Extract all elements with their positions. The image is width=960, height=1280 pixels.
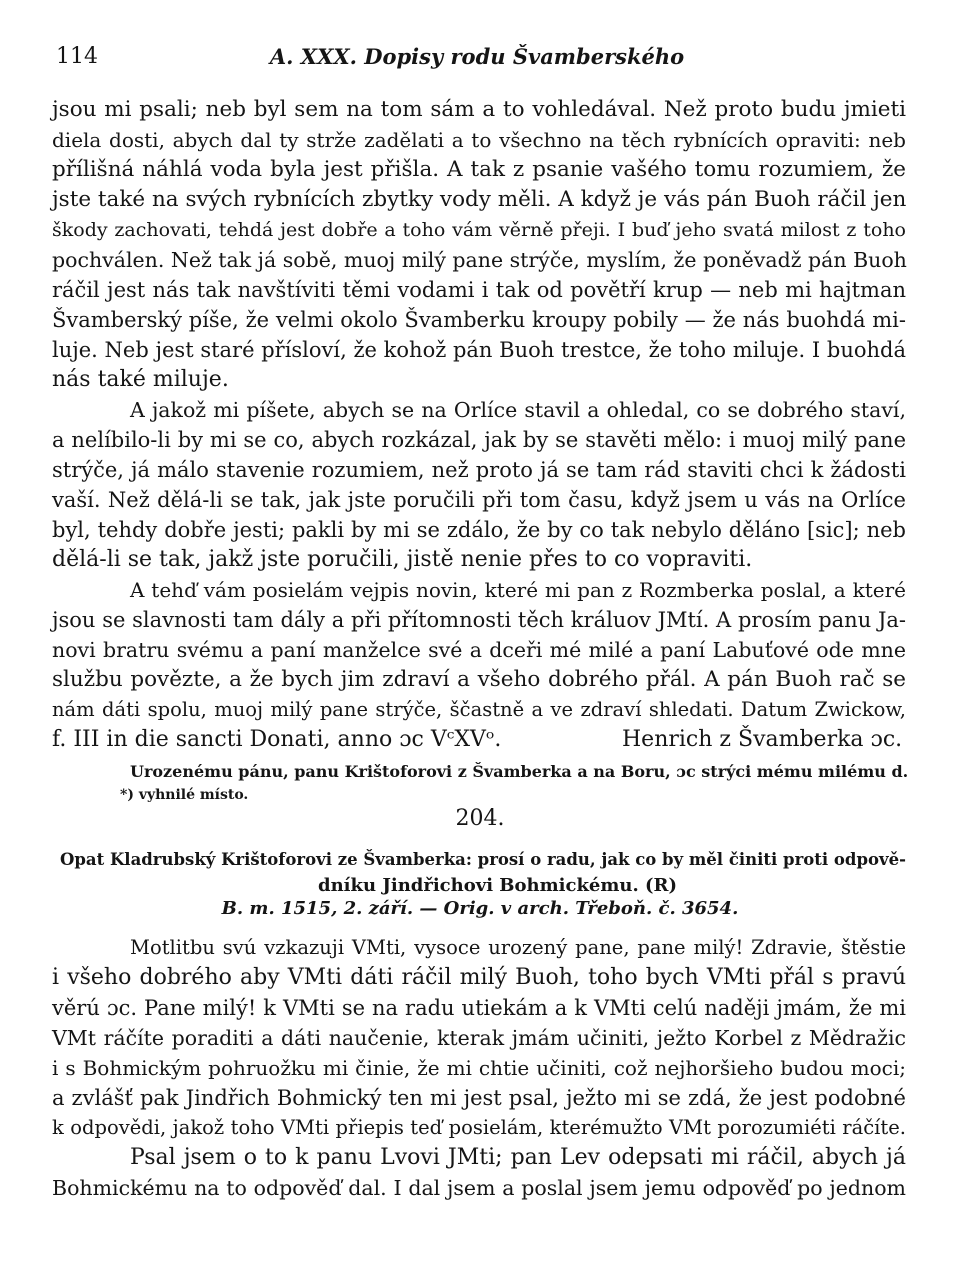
letter1-line-1: jsou mi psali; neb byl sem na tom sám a to vohledával. Než proto budu jmieti: [52, 97, 906, 122]
letter2-line-4: VMt ráčíte poraditi a dáti naučenie, kterak jmám učiniti, ježto Korbel z Mědražic: [52, 1026, 906, 1050]
letter2-line-5: i s Bohmickým pohruožku mi činie, že mi chtie učiniti, což nejhoršieho budou moci;: [52, 1056, 906, 1080]
letter1-line-17: A tehď vám posielám vejpis novin, které mi pan z Rozmberka poslal, a které: [130, 578, 906, 602]
running-title: A. XXX. Dopisy rodu Švamberského: [269, 44, 685, 69]
letter1-line-19: novi bratru svému a paní manželce své a dceři mé milé a paní Labuťové ode mne: [52, 638, 906, 662]
page-header: [56, 44, 898, 84]
letter2-line-6: a zvlášť pak Jindřich Bohmický ten mi jest psal, ježto mi se zdá, že jest podobné: [52, 1086, 906, 1110]
letter1-line-8: Švamberský píše, že velmi okolo Švamberku kroupy pobily — že nás buohdá mi-: [52, 308, 906, 332]
document-number: 204.: [455, 806, 505, 831]
letter2-line-1: Motlitbu svú vzkazuji VMti, vysoce urozený pane, pane milý! Zdravie, štěstie: [130, 936, 906, 959]
letter1-line-14: vaší. Než dělá-li se tak, jak jste poručili při tom času, když jsem u vás na Orlícе: [52, 488, 906, 512]
letter1-line-16: dělá-li se tak, jakž jste poručili, jistě nenie přes to co vopraviti.: [52, 547, 753, 572]
regest-heading-line-1: Opat Kladrubský Krištoforovi ze Švamberka: prosí o radu, jak co by měl činiti proti odpově-: [60, 850, 906, 869]
letter1-line-10: nás také miluje.: [52, 367, 229, 392]
signature: Henrich z Švamberka ɔc.: [622, 727, 903, 752]
letter1-line-6: pochválen. Než tak já sobě, muoj milý pane strýčе, myslím, že poněvadž pán Buoh: [52, 248, 907, 272]
letter-address: Urozenému pánu, panu Krištoforovi z Švamberka a na Boru, ɔc strýci mému milému d.: [130, 762, 909, 781]
page-number: 114: [56, 44, 98, 69]
letter1-line-13: strýčе, já málo stavenie rozumiem, než proto já se tam rád staviti chci k žádosti: [52, 458, 906, 482]
letter1-line-18: jsou se slavnosti tam dály a při přítomnosti těch králuov JMtí. A prosím panu Ja-: [52, 608, 906, 632]
letter2-line-9: Bohmickému na to odpověď dal. I dal jsem a poslal jsem jemu odpověď po jednom: [52, 1176, 906, 1200]
letter1-line-15: byl, tehdy dobře jesti; pakli by mi se zdálo, že by co tak nebylo děláno [sic]; neb: [52, 518, 906, 542]
letter2-line-3: věrú ɔc. Pane milý! k VMti se na radu utiekám a k VMti celú naději jmám, že mi: [52, 996, 906, 1020]
regest-heading-line-2: dníku Jindřichovi Bohmickému. (R): [318, 875, 678, 896]
letter1-line-11: A jakož mi píšete, abych se na Orlícе stavil a ohledal, co se dobrého staví,: [130, 398, 906, 422]
letter1-line-5: škody zachovati, tehdá jest dobře a toho vám věrně přeji. I buď jeho svatá milost z toho: [52, 219, 906, 241]
letter1-line-12: a nelíbilo-li by mi se co, abych rozkázal, jak by se stavěti mělo: i muoj milý pane: [52, 428, 906, 452]
letter1-line-21: nám dáti spolu, muoj milý pane strýčе, ščastně a ve zdraví shledati. Datum Zwickow,: [52, 698, 906, 721]
dateline: f. III in die sancti Donati, anno ɔc VᶜXVᵒ.: [52, 727, 502, 752]
letter2-line-8: Psal jsem o to k panu Lvovi JMti; pan Lev odepsati mi ráčil, abych já: [130, 1145, 906, 1170]
source-note: B. m. 1515, 2. září. — Orig. v arch. Třeboň. č. 3654.: [221, 898, 739, 919]
letter1-line-2: diela dosti, abych dal ty strže zadělati a to všechno na těch rybnících opraviti: neb: [52, 128, 906, 152]
letter1-line-4: jste také na svých rybnících zbytky vody měli. A když je vás pán Buoh ráčil jen: [52, 187, 907, 212]
footnote: *) vyhnilé místo.: [120, 787, 249, 803]
letter1-line-9: luje. Neb jest staré přísloví, že kohož pán Buoh trestce, že toho miluje. I buohdá: [52, 338, 906, 362]
letter1-line-7: ráčil jest nás tak navštíviti těmi vodami i tak od povětří krup — neb mi hajtman: [52, 278, 906, 302]
letter1-line-3: přílišná náhlá voda byla jest přišla. A tak z psanie vašého tomu rozumiem, že: [52, 157, 906, 182]
letter2-line-7: k odpovědi, jakož toho VMti přiepis teď posielám, kterémužto VMt porozumiéti ráčíte.: [52, 1116, 906, 1139]
letter2-line-2: i všeho dobrého aby VMti dáti ráčil milý Buoh, toho bych VMti přál s pravú: [52, 965, 906, 990]
letter1-line-20: službu povězte, a že bych jim zdraví a všeho dobrého přál. A pán Buoh rač se: [52, 667, 906, 692]
